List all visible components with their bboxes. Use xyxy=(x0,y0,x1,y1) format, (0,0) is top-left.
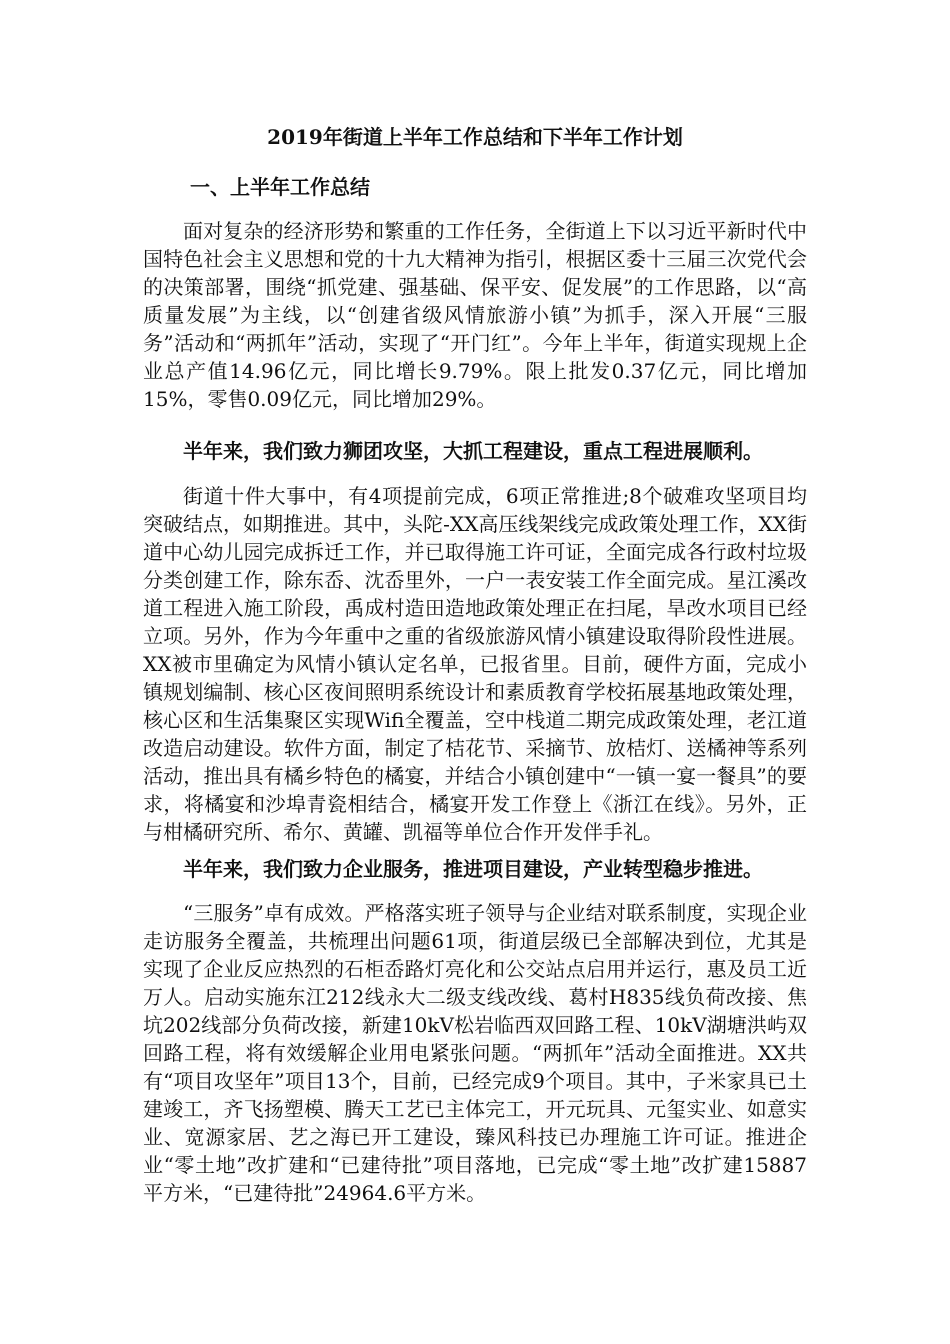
subheading-enterprise-service: 半年来，我们致力企业服务，推进项目建设，产业转型稳步推进。 xyxy=(183,857,763,881)
paragraph-key-projects: 街道十件大事中，有4项提前完成，6项正常推进;8个破难攻坚项目均突破结点，如期推进。其中，头陀-XX高压线架线完成政策处理工作，XX街道中心幼儿园完成拆迁工作，并已取得施工许可证，全面完成各行政村垃圾分类创建工作，除东岙、沈岙里外，一户一表安装工作全面完成。星江溪改道工程进入施工阶段，禹成村造田造地政策处理正在扫尾，旱改水项目已经立项。另外，作为今年重中之重的省级旅游风情小镇建设取得阶段性进展。XX被市里确定为风情小镇认定名单，已报省里。目前，硬件方面，完成小镇规划编制、核心区夜间照明系统设计和素质教育学校拓展基地政策处理，核心区和生活集聚区实现Wifi全覆盖，空中栈道二期完成政策处理，老江道改造启动建设。软件方面，制定了桔花节、采摘节、放桔灯、送橘神等系列活动，推出具有橘乡特色的橘宴，并结合小镇创建中“一镇一宴一餐具”的要求，将橘宴和沙埠青瓷相结合，橘宴开发工作登上《浙江在线》。另外，正与柑橘研究所、希尔、黄罐、凯福等单位合作开发伴手礼。 xyxy=(143,484,807,844)
subheading-key-projects: 半年来，我们致力狮团攻坚，大抓工程建设，重点工程进展顺利。 xyxy=(183,439,763,463)
paragraph-enterprise-service: “三服务”卓有成效。严格落实班子领导与企业结对联系制度，实现企业走访服务全覆盖，共梳理出问题61项，街道层级已全部解决到位，尤其是实现了企业反应热烈的石柜岙路灯亮化和公交站点启用并运行，惠及员工近万人。启动实施东江212线永大二级支线改线、葛村H835线负荷改接、焦坑202线部分负荷改接，新建10kV松岩临西双回路工程、10kV湖塘洪屿双回路工程，将有效缓解企业用电紧张问题。“两抓年”活动全面推进。XX共有“项目攻坚年”项目13个，目前，已经完成9个项目。其中，子米家具已土建竣工，齐飞扬塑模、腾天工艺已主体完工，开元玩具、元玺实业、如意实业、宽源家居、艺之海已开工建设，臻风科技已办理施工许可证。推进企业“零土地”改扩建和“已建待批”项目落地，已完成“零土地”改扩建15887平方米，“已建待批”24964.6平方米。 xyxy=(143,901,807,1205)
paragraph-overview: 面对复杂的经济形势和繁重的工作任务，全街道上下以习近平新时代中国特色社会主义思想和党的十九大精神为指引，根据区委十三届三次党代会的决策部署，围绕“抓党建、强基础、保平安、促发展”的工作思路，以“高质量发展”为主线，以“创建省级风情旅游小镇”为抓手，深入开展“三服务”活动和“两抓年”活动，实现了“开门红”。今年上半年，街道实现规上企业总产值14.96亿元，同比增长9.79%。限上批发0.37亿元，同比增加15%，零售0.09亿元，同比增加29%。 xyxy=(143,219,807,411)
section-heading-first-half-summary: 一、上半年工作总结 xyxy=(190,175,370,199)
document-title: 2019年街道上半年工作总结和下半年工作计划 xyxy=(267,125,683,149)
